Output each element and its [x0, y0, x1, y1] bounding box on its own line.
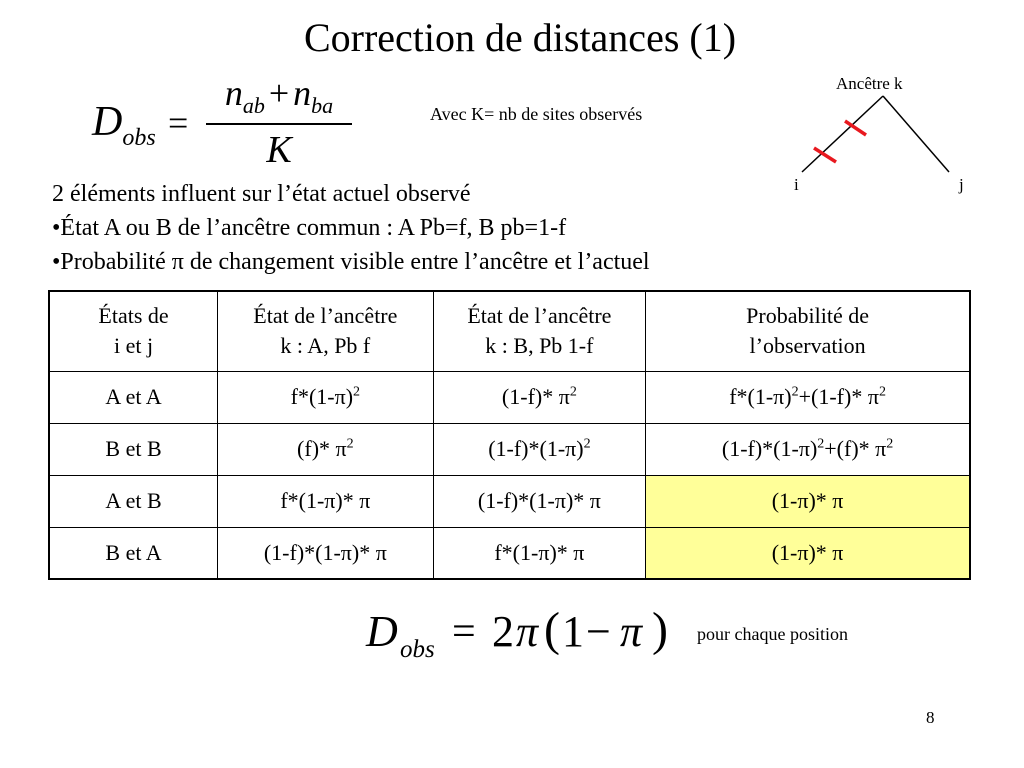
- result-equals: =: [452, 609, 476, 655]
- cell-probability: [646, 475, 970, 527]
- header-line: Probabilité de: [746, 303, 869, 329]
- result-close-paren: ): [652, 603, 668, 656]
- cell-states: B et B: [49, 423, 218, 475]
- ancestor-tree-diagram: [780, 74, 980, 204]
- result-formula: [366, 600, 686, 670]
- header-line: États de: [98, 303, 169, 329]
- cell-probability: [646, 527, 970, 579]
- cell-probability: [646, 371, 970, 423]
- distance-formula: [92, 73, 362, 178]
- table-row: [49, 423, 970, 475]
- formula-lhs-symbol: D: [92, 99, 123, 145]
- formula-numerator: [204, 72, 354, 119]
- header-line: k : A, Pb f: [280, 333, 371, 359]
- cell-states: A et A: [49, 371, 218, 423]
- cell-expression: f*(1-π): [290, 384, 354, 409]
- result-minus: −: [586, 607, 611, 656]
- tree-leaf-i-label: i: [794, 175, 799, 194]
- cell-ancestor-b: [433, 475, 646, 527]
- formula-equals: =: [168, 103, 189, 143]
- cell-ancestor-b: [433, 527, 646, 579]
- probability-table: [48, 290, 971, 580]
- slide-title: Correction de distances (1): [303, 15, 737, 60]
- numerator-plus: +: [268, 73, 290, 113]
- cell-exponent: 2: [878, 384, 886, 400]
- numerator-sub1: ab: [242, 93, 265, 118]
- table-header-row: [49, 291, 970, 371]
- header-line: l’observation: [749, 333, 866, 359]
- tree-root-label: Ancêtre k: [836, 74, 903, 93]
- result-two: 2: [492, 607, 514, 656]
- table-row: [49, 475, 970, 527]
- formula-denominator: K: [266, 129, 292, 171]
- header-ancestor-b: [433, 291, 646, 371]
- cell-states: A et B: [49, 475, 218, 527]
- cell-expression: (1-f)*(1-π): [488, 436, 584, 461]
- cell-states: B et A: [49, 527, 218, 579]
- body-line-2: •État A ou B de l’ancêtre commun : A Pb=f, B pb=1-f: [52, 215, 567, 241]
- header-states: [49, 291, 218, 371]
- cell-expression: (1-π)* π: [771, 539, 844, 565]
- cell-expression: (1-π)* π: [771, 488, 844, 513]
- cell-exponent: 2: [817, 436, 825, 452]
- tree-right-branch: [883, 96, 949, 172]
- cell-exponent: 2: [346, 436, 354, 452]
- header-probability: [646, 291, 970, 371]
- result-one: 1: [562, 607, 584, 656]
- per-position-note: pour chaque position: [697, 624, 848, 644]
- cell-expression: +(f)* π: [824, 436, 887, 461]
- cell-exponent: 2: [886, 436, 894, 452]
- result-lhs-symbol: D: [366, 607, 398, 656]
- tree-left-branch: [802, 96, 883, 172]
- formula-lhs-subscript: obs: [122, 125, 156, 151]
- header-line: État de l’ancêtre: [253, 303, 398, 329]
- header-line: i et j: [113, 333, 154, 359]
- cell-exponent: 2: [791, 384, 799, 400]
- header-ancestor-a: [218, 291, 434, 371]
- header-line: État de l’ancêtre: [467, 303, 612, 329]
- cell-ancestor-a: [218, 423, 434, 475]
- cell-expression: f*(1-π): [729, 384, 792, 409]
- k-definition-note: Avec K= nb de sites observés: [430, 104, 643, 124]
- header-line: k : B, Pb 1-f: [485, 333, 594, 359]
- fraction-bar: [206, 123, 352, 125]
- cell-ancestor-a: [218, 527, 434, 579]
- cell-ancestor-a: [218, 475, 434, 527]
- cell-expression: (f)* π: [297, 436, 347, 461]
- cell-exponent: 2: [569, 384, 577, 400]
- cell-ancestor-b: [433, 371, 646, 423]
- result-pi2: π: [620, 607, 643, 656]
- cell-expression: (1-f)*(1-π)* π: [263, 539, 387, 565]
- cell-expression: +(1-f)* π: [798, 384, 879, 409]
- table-row: [49, 527, 970, 579]
- cell-expression: (1-f)*(1-π): [721, 436, 818, 461]
- result-lhs-subscript: obs: [400, 636, 435, 663]
- cell-expression: (1-f)* π: [501, 384, 570, 409]
- body-line-3: •Probabilité π de changement visible entre l’ancêtre et l’actuel: [52, 249, 650, 275]
- cell-ancestor-b: [433, 423, 646, 475]
- numerator-sub2: ba: [311, 93, 334, 118]
- table-row: [49, 371, 970, 423]
- cell-expression: (1-f)*(1-π)* π: [477, 488, 601, 513]
- cell-exponent: 2: [353, 384, 361, 400]
- result-open-paren: (: [544, 603, 560, 656]
- result-pi: π: [516, 607, 539, 656]
- cell-probability: [646, 423, 970, 475]
- cell-ancestor-a: [218, 371, 434, 423]
- cell-expression: f*(1-π)* π: [494, 539, 585, 565]
- formula-lhs: [92, 98, 156, 152]
- body-line-1: 2 éléments influent sur l’état actuel observé: [52, 181, 471, 207]
- numerator-n2: n: [293, 73, 312, 113]
- page-number: 8: [926, 708, 935, 727]
- cell-expression: f*(1-π)* π: [280, 488, 371, 513]
- tree-leaf-j-label: j: [959, 175, 964, 194]
- cell-exponent: 2: [583, 436, 591, 452]
- numerator-n1: n: [224, 73, 243, 113]
